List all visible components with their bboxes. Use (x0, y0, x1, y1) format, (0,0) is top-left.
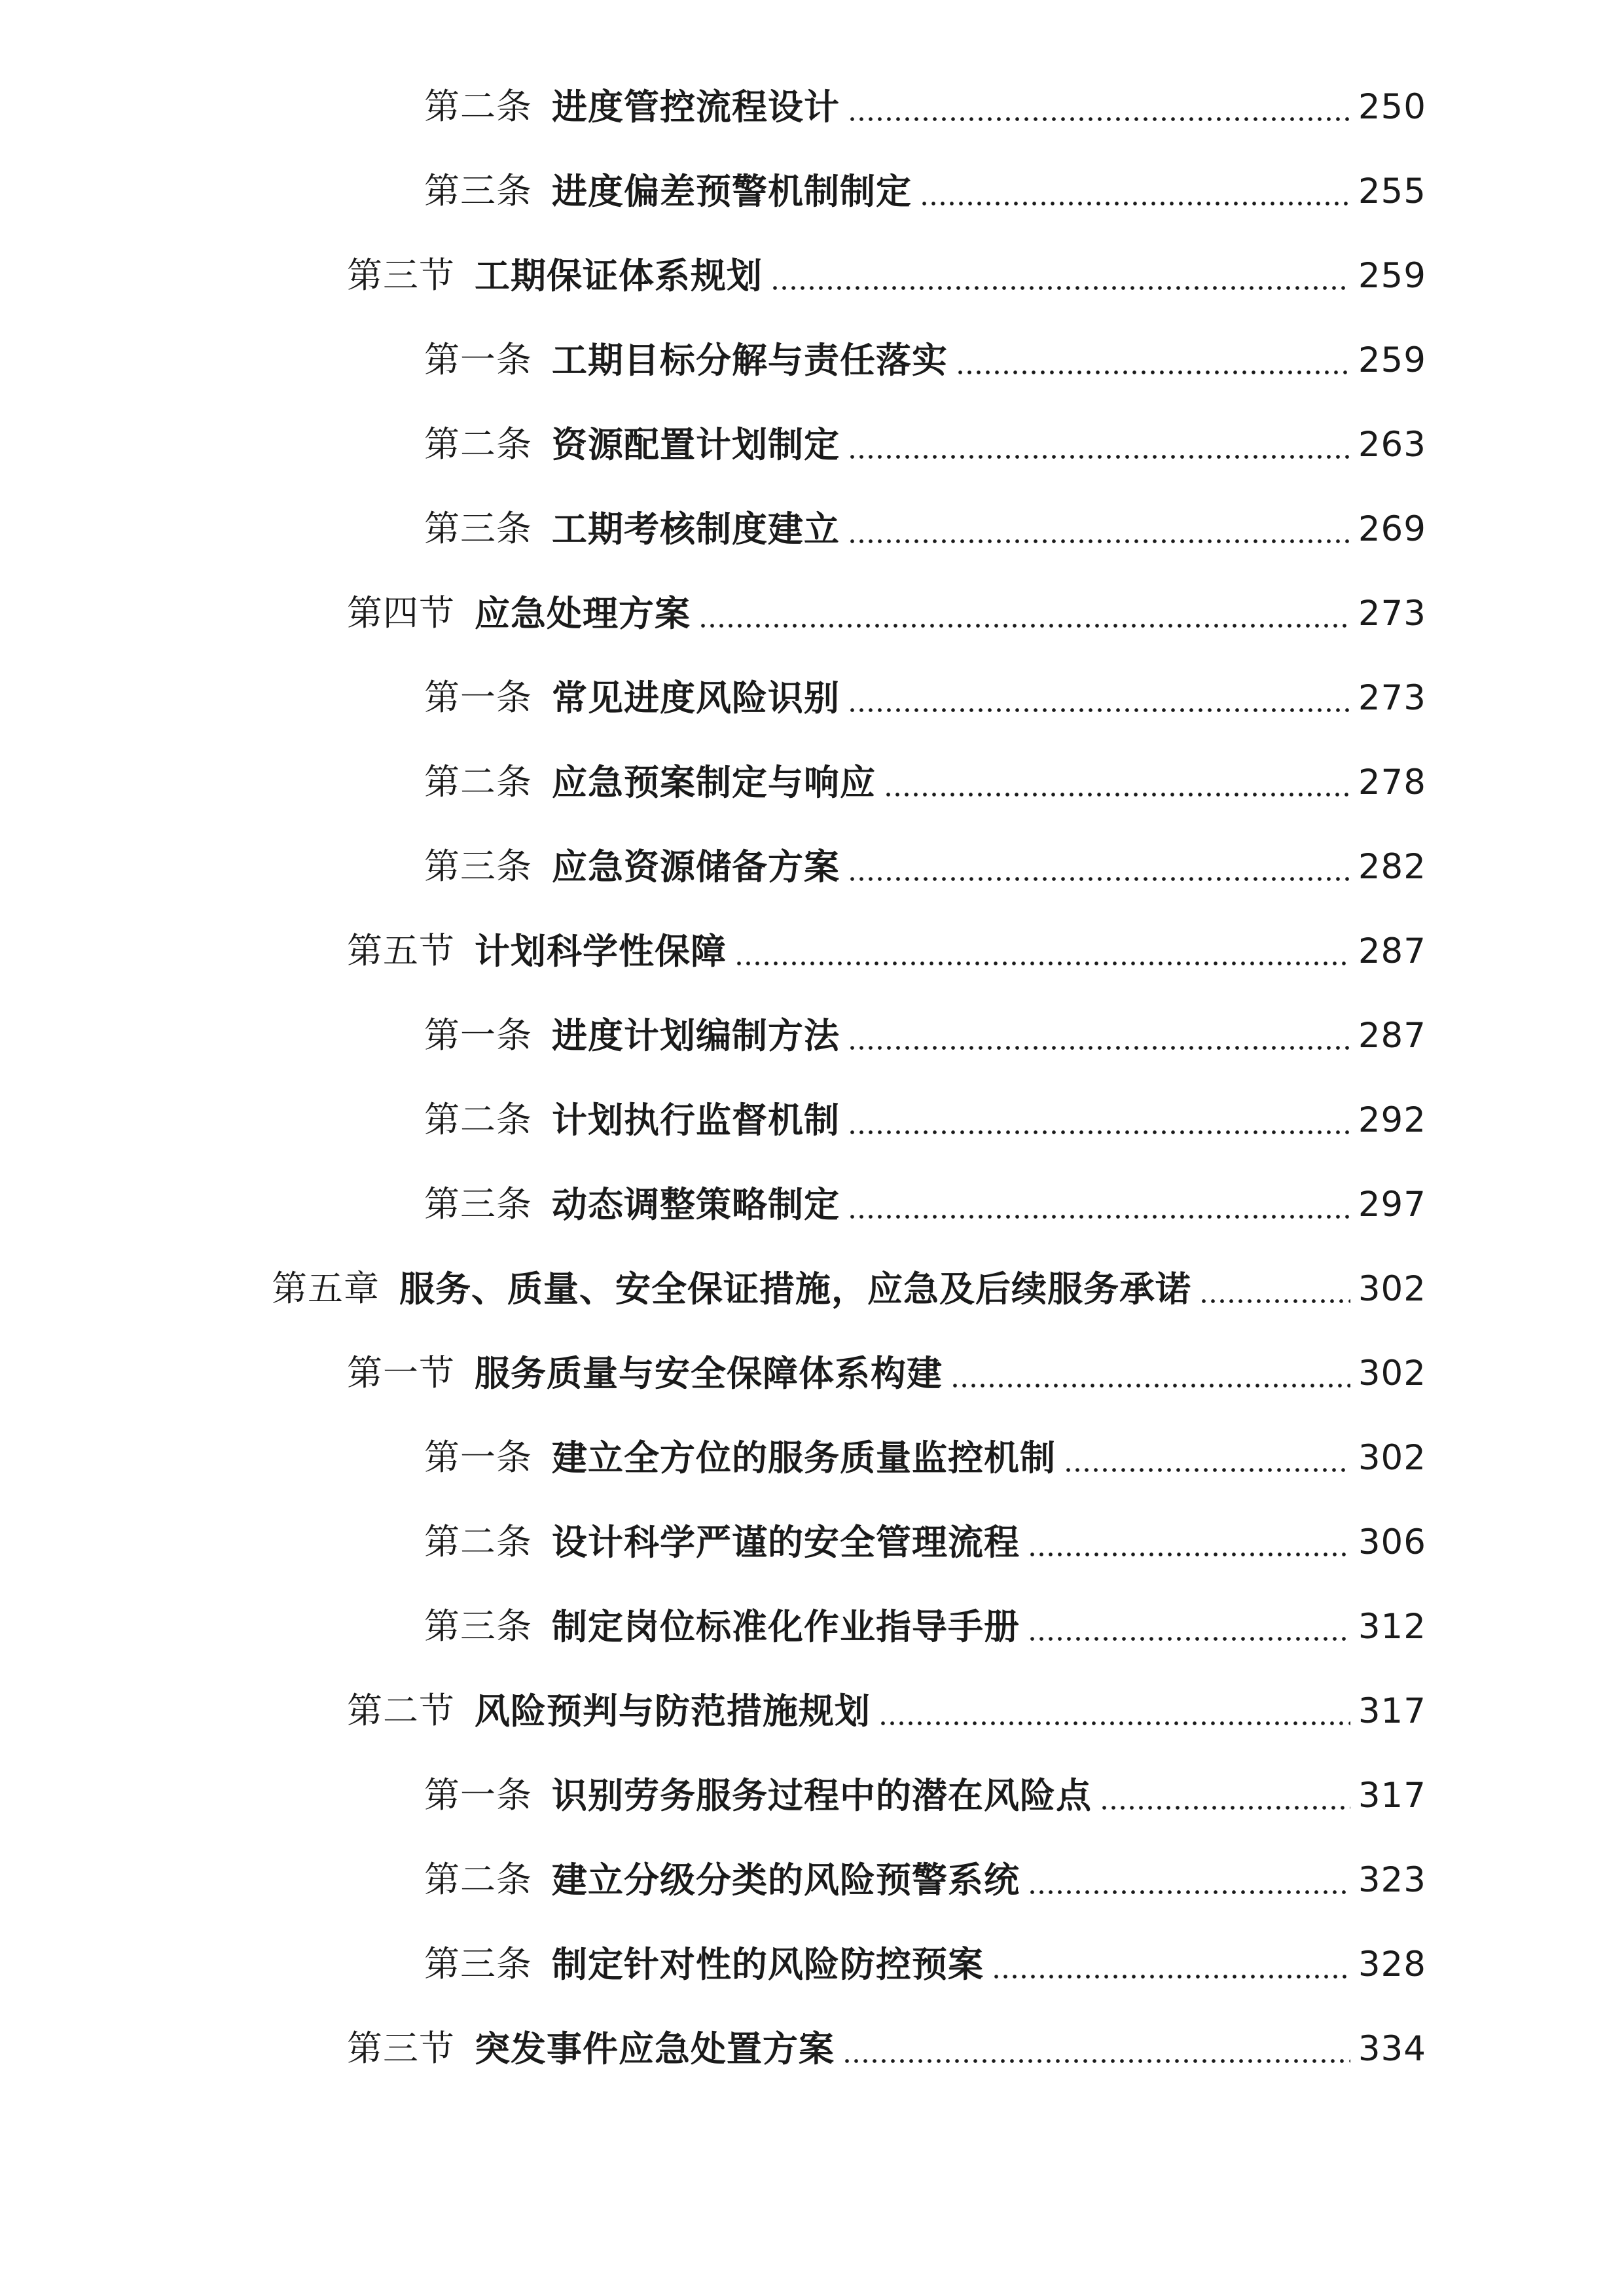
entry-title: 计划科学性保障 (475, 930, 727, 972)
entry-number: 第三条 (424, 508, 532, 549)
dot-leader (848, 427, 1350, 462)
entry-title: 动态调整策略制定 (552, 1183, 840, 1225)
toc-entry[interactable] (424, 324, 1426, 396)
page-number: 292 (1358, 1100, 1426, 1140)
page-number: 263 (1358, 424, 1426, 465)
dot-leader (884, 764, 1350, 800)
dot-leader (1199, 1271, 1350, 1306)
toc-entry[interactable] (424, 1928, 1426, 2000)
entry-number: 第三条 (424, 1943, 532, 1984)
toc-entry[interactable] (424, 1844, 1426, 1916)
dot-leader (848, 511, 1350, 547)
page-number: 287 (1358, 1015, 1426, 1056)
page-number: 259 (1358, 340, 1426, 380)
dot-leader (920, 173, 1350, 209)
entry-number: 第二条 (424, 1521, 532, 1562)
entry-title: 建立全方位的服务质量监控机制 (552, 1437, 1056, 1479)
page-number: 259 (1358, 255, 1426, 296)
page-number: 273 (1358, 677, 1426, 718)
page-number: 287 (1358, 931, 1426, 971)
entry-number: 第五节 (347, 930, 455, 971)
entry-number: 第一节 (347, 1352, 455, 1393)
dot-leader (1028, 1609, 1350, 1644)
toc-entry[interactable] (424, 493, 1426, 565)
toc-entry[interactable] (347, 577, 1426, 649)
entry-title: 建立分级分类的风险预警系统 (552, 1859, 1020, 1901)
toc-entry[interactable] (424, 1759, 1426, 1831)
page-number: 306 (1358, 1522, 1426, 1562)
page-number: 317 (1358, 1775, 1426, 1816)
entry-title: 应急预案制定与响应 (552, 761, 876, 803)
toc-entry[interactable] (424, 831, 1426, 903)
toc-entry[interactable] (424, 1084, 1426, 1156)
entry-number: 第三节 (347, 2028, 455, 2069)
toc-entry[interactable] (424, 1590, 1426, 1662)
toc-entry[interactable] (347, 240, 1426, 312)
entry-title: 应急资源储备方案 (552, 846, 840, 888)
dot-leader (848, 89, 1350, 124)
entry-title: 进度偏差预警机制制定 (552, 170, 912, 212)
page-number: 312 (1358, 1606, 1426, 1647)
page-number: 328 (1358, 1944, 1426, 1984)
entry-number: 第二节 (347, 1690, 455, 1731)
dot-leader (848, 1102, 1350, 1138)
entry-title: 制定针对性的风险防控预案 (552, 1943, 984, 1985)
dot-leader (956, 342, 1350, 378)
dot-leader (1100, 1778, 1350, 1813)
entry-number: 第二条 (424, 761, 532, 802)
entry-title: 服务、质量、安全保证措施，应急及后续服务承诺 (399, 1268, 1191, 1310)
toc-entry[interactable] (424, 746, 1426, 818)
dot-leader (1064, 1440, 1350, 1475)
toc-entry[interactable] (424, 662, 1426, 734)
page-number: 302 (1358, 1353, 1426, 1393)
toc-entry[interactable] (424, 71, 1426, 143)
page-number: 278 (1358, 762, 1426, 802)
page-number: 334 (1358, 2028, 1426, 2069)
entry-title: 工期考核制度建立 (552, 508, 840, 550)
entry-title: 制定岗位标准化作业指导手册 (552, 1605, 1020, 1647)
entry-title: 设计科学严谨的安全管理流程 (552, 1521, 1020, 1563)
entry-number: 第三节 (347, 255, 455, 296)
dot-leader (1028, 1862, 1350, 1897)
entry-number: 第二条 (424, 86, 532, 127)
page-number: 302 (1358, 1437, 1426, 1478)
entry-title: 资源配置计划制定 (552, 423, 840, 465)
entry-number: 第四节 (347, 592, 455, 634)
page-number: 255 (1358, 171, 1426, 211)
entry-number: 第二条 (424, 1859, 532, 1900)
page-number: 250 (1358, 86, 1426, 127)
dot-leader (1028, 1524, 1350, 1560)
entry-title: 计划执行监督机制 (552, 1099, 840, 1141)
entry-number: 第三条 (424, 846, 532, 887)
entry-title: 常见进度风险识别 (552, 677, 840, 719)
dot-leader (878, 1693, 1350, 1729)
page-number: 273 (1358, 593, 1426, 634)
dot-leader (848, 1018, 1350, 1053)
entry-number: 第二条 (424, 423, 532, 465)
toc-entry[interactable] (347, 1675, 1426, 1747)
entry-title: 工期目标分解与责任落实 (552, 339, 948, 381)
toc-entry[interactable] (347, 1337, 1426, 1409)
entry-title: 进度计划编制方法 (552, 1014, 840, 1056)
toc-entry[interactable] (424, 155, 1426, 227)
entry-number: 第三条 (424, 170, 532, 211)
dot-leader (734, 933, 1350, 969)
dot-leader (848, 849, 1350, 884)
page-number: 269 (1358, 509, 1426, 549)
dot-leader (698, 596, 1350, 631)
entry-number: 第五章 (272, 1268, 380, 1309)
toc-entry[interactable] (424, 1506, 1426, 1578)
dot-leader (770, 258, 1350, 293)
page-number: 317 (1358, 1691, 1426, 1731)
entry-title: 风险预判与防范措施规划 (475, 1690, 871, 1732)
entry-number: 第一条 (424, 1774, 532, 1816)
entry-number: 第一条 (424, 677, 532, 718)
page-number: 302 (1358, 1268, 1426, 1309)
toc-entry[interactable] (424, 408, 1426, 480)
toc-entry[interactable] (424, 999, 1426, 1071)
dot-leader (848, 680, 1350, 715)
dot-leader (848, 1187, 1350, 1222)
dot-leader (992, 1946, 1350, 1982)
entry-title: 进度管控流程设计 (552, 86, 840, 128)
entry-title: 突发事件应急处置方案 (475, 2028, 835, 2070)
toc-entry[interactable] (424, 1168, 1426, 1240)
entry-number: 第三条 (424, 1605, 532, 1647)
entry-title: 识别劳务服务过程中的潜在风险点 (552, 1774, 1092, 1816)
dot-leader (842, 2031, 1350, 2066)
entry-number: 第一条 (424, 339, 532, 380)
page-number: 323 (1358, 1859, 1426, 1900)
toc-entry[interactable] (424, 1422, 1426, 1494)
entry-number: 第一条 (424, 1437, 532, 1478)
page-number: 297 (1358, 1184, 1426, 1225)
entry-number: 第一条 (424, 1014, 532, 1056)
toc-entry[interactable] (272, 1253, 1426, 1325)
entry-title: 工期保证体系规划 (475, 255, 763, 296)
entry-title: 应急处理方案 (475, 592, 691, 634)
toc-entry[interactable] (347, 915, 1426, 987)
toc-entry[interactable] (347, 2013, 1426, 2085)
dot-leader (950, 1355, 1350, 1391)
page-number: 282 (1358, 846, 1426, 887)
entry-title: 服务质量与安全保障体系构建 (475, 1352, 943, 1394)
entry-number: 第三条 (424, 1183, 532, 1225)
entry-number: 第二条 (424, 1099, 532, 1140)
